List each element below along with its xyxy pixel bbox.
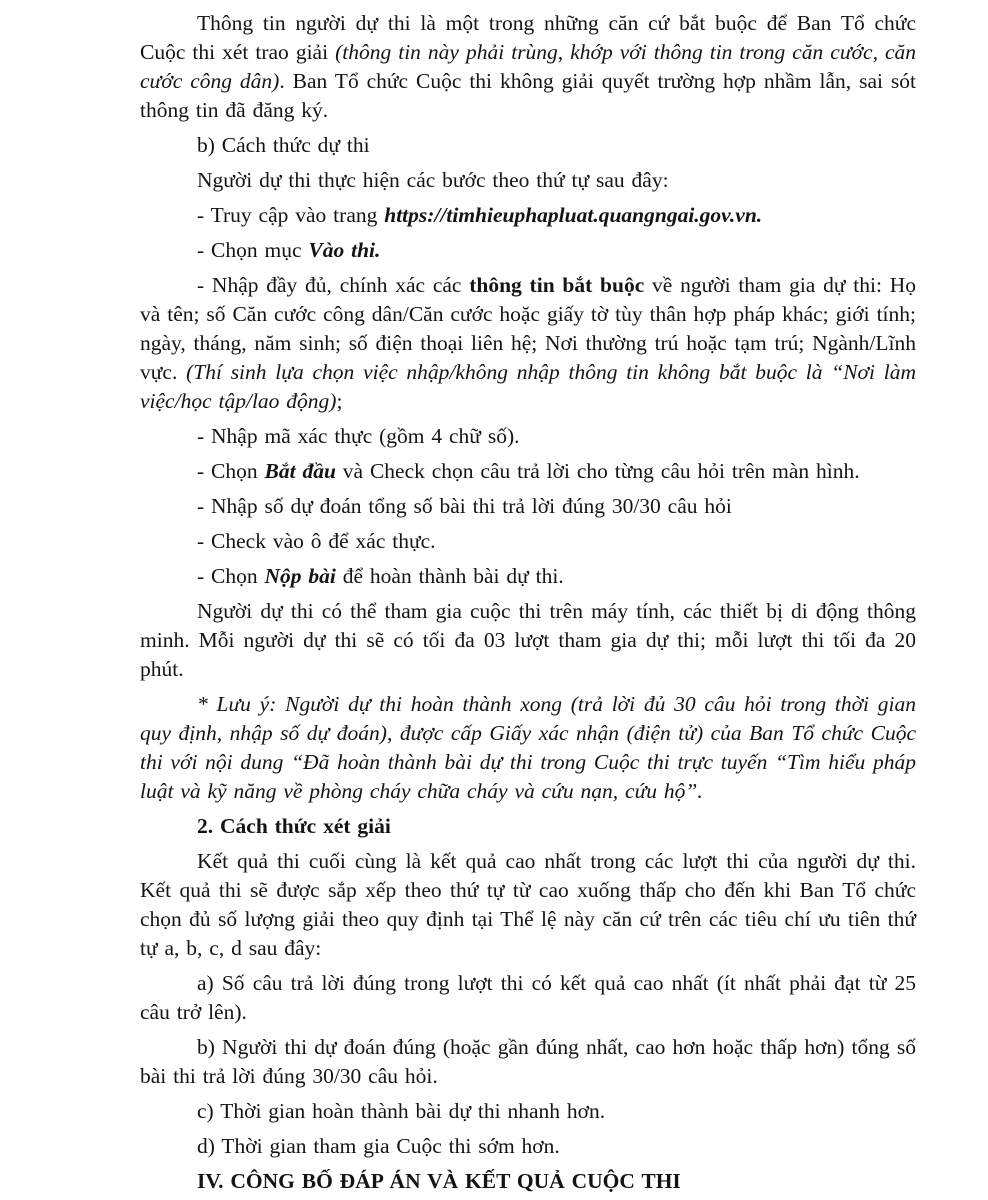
- section-heading: [140, 812, 916, 841]
- emphasis-text: Nộp bài: [264, 564, 336, 588]
- text-segment: - Nhập đầy đủ, chính xác các: [197, 273, 470, 297]
- text-segment: - Chọn mục: [197, 238, 309, 262]
- paragraph: [140, 527, 916, 556]
- text-segment: - Check vào ô để xác thực.: [197, 529, 436, 553]
- text-segment: b) Cách thức dự thi: [197, 133, 370, 157]
- text-segment: Thông tin người dự thi là một trong những căn cứ bắt buộc để Ban Tổ chức Cuộc thi xét trao giải: [140, 11, 916, 64]
- text-segment: và Check chọn câu trả lời cho từng câu hỏi trên màn hình.: [335, 459, 860, 483]
- text-segment: để hoàn thành bài dự thi.: [335, 564, 564, 588]
- paragraph: [140, 457, 916, 486]
- paragraph: [140, 562, 916, 591]
- text-segment: . Ban Tổ chức Cuộc thi không giải quyết trường hợp nhầm lẫn, sai sót thông tin đã đăng ký.: [140, 69, 916, 122]
- text-segment: - Nhập mã xác thực (gồm 4 chữ số).: [197, 424, 520, 448]
- paragraph: [140, 131, 916, 160]
- paragraph: [140, 690, 916, 806]
- text-segment: - Nhập số dự đoán tổng số bài thi trả lời đúng 30/30 câu hỏi: [197, 494, 732, 518]
- paragraph: [140, 847, 916, 963]
- paragraph: [140, 236, 916, 265]
- paragraph: [140, 969, 916, 1027]
- text-segment: Người dự thi thực hiện các bước theo thứ tự sau đây:: [197, 168, 669, 192]
- text-segment: về người tham gia dự thi: Họ và tên; số Căn cước công dân/Căn cước hoặc giấy tờ tùy thân hợp pháp khác; giới tính; ngày, tháng, năm sinh; số điện thoại liên hệ; Nơi thường trú hoặc tạm trú; Ngành/Lĩnh vực.: [140, 273, 916, 384]
- text-segment: d) Thời gian tham gia Cuộc thi sớm hơn.: [197, 1134, 560, 1158]
- emphasis-text: Vào thi.: [308, 238, 381, 262]
- emphasis-text: 2. Cách thức xét giải: [197, 814, 391, 838]
- text-segment: - Chọn: [197, 459, 265, 483]
- paragraph: [140, 1033, 916, 1091]
- emphasis-text: Bắt đầu: [264, 459, 336, 483]
- emphasis-text: https://timhieuphapluat.quangngai.gov.vn.: [384, 203, 763, 227]
- emphasis-text: (Thí sinh lựa chọn việc nhập/không nhập thông tin không bắt buộc là “Nơi làm việc/học tập/lao động): [140, 360, 916, 413]
- text-segment: - Truy cập vào trang: [197, 203, 385, 227]
- paragraph: [140, 201, 916, 230]
- text-segment: ;: [336, 389, 343, 413]
- paragraph: [140, 597, 916, 684]
- paragraph: [140, 166, 916, 195]
- paragraph: [140, 271, 916, 416]
- paragraph: [140, 492, 916, 521]
- text-segment: a) Số câu trả lời đúng trong lượt thi có kết quả cao nhất (ít nhất phải đạt từ 25 câu trở lên).: [140, 971, 916, 1024]
- emphasis-text: IV. CÔNG BỐ ĐÁP ÁN VÀ KẾT QUẢ CUỘC THI: [197, 1169, 681, 1193]
- text-segment: c) Thời gian hoàn thành bài dự thi nhanh hơn.: [197, 1099, 606, 1123]
- emphasis-text: * Lưu ý: Người dự thi hoàn thành xong (trả lời đủ 30 câu hỏi trong thời gian quy định, nhập số dự đoán), được cấp Giấy xác nhận (điện tử) của Ban Tổ chức Cuộc thi với nội dung “Đã hoàn thành bài dự thi trong Cuộc thi trực tuyến “Tìm hiểu pháp luật và kỹ năng về phòng cháy chữa cháy và cứu nạn, cứu hộ”.: [140, 692, 916, 803]
- paragraph: [140, 1097, 916, 1126]
- text-segment: - Chọn: [197, 564, 265, 588]
- paragraph: [140, 1132, 916, 1161]
- paragraph: [140, 9, 916, 125]
- text-segment: Kết quả thi cuối cùng là kết quả cao nhất trong các lượt thi của người dự thi. Kết quả thi sẽ được sắp xếp theo thứ tự từ cao xuống thấp cho đến khi Ban Tổ chức chọn đủ số lượng giải theo quy định tại Thể lệ này căn cứ trên các tiêu chí ưu tiên thứ tự a, b, c, d sau đây:: [140, 849, 916, 960]
- paragraph: [140, 422, 916, 451]
- text-segment: Người dự thi có thể tham gia cuộc thi trên máy tính, các thiết bị di động thông minh. Mỗi người dự thi sẽ có tối đa 03 lượt tham gia dự thi; mỗi lượt thi tối đa 20 phút.: [140, 599, 916, 681]
- section-heading: [140, 1167, 916, 1196]
- emphasis-text: (thông tin này phải trùng, khớp với thông tin trong căn cước, căn cước công dân): [140, 40, 916, 93]
- emphasis-text: thông tin bắt buộc: [469, 273, 645, 297]
- text-segment: b) Người thi dự đoán đúng (hoặc gần đúng nhất, cao hơn hoặc thấp hơn) tổng số bài thi trả lời đúng 30/30 câu hỏi.: [140, 1035, 916, 1088]
